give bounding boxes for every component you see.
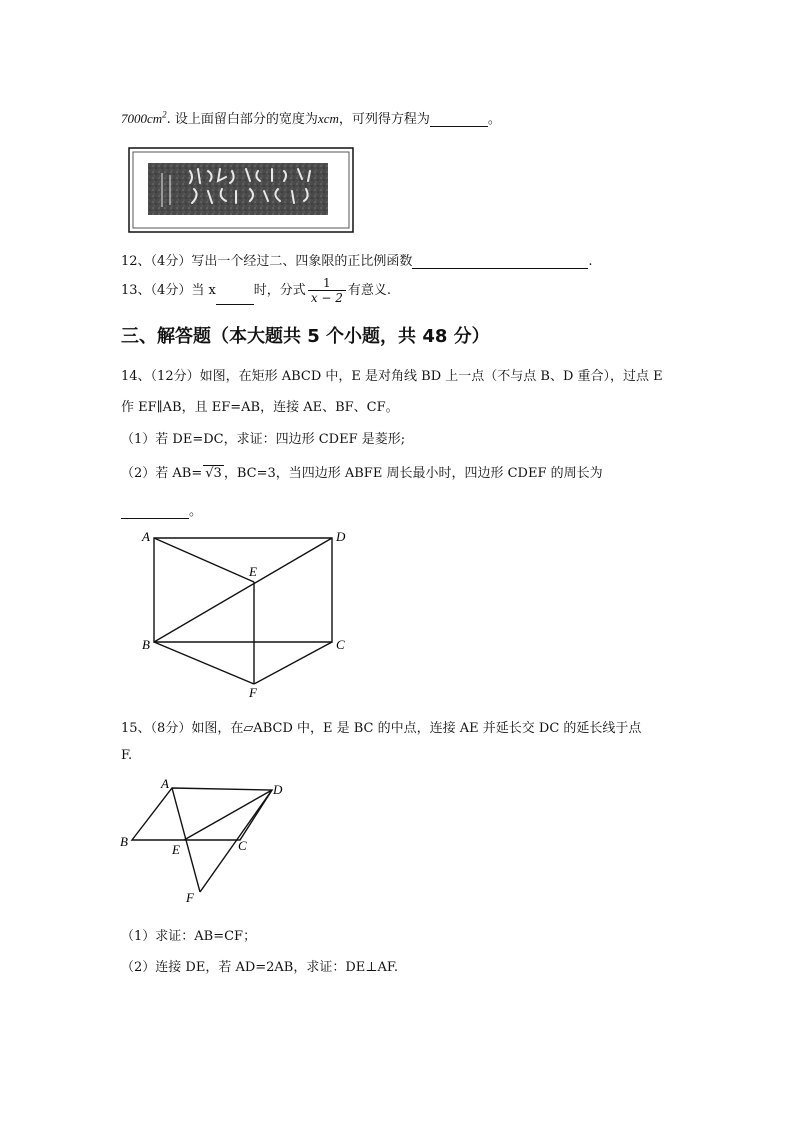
label-F: F <box>186 890 194 905</box>
q15-line2: F. <box>121 748 133 763</box>
q13-answer-blank[interactable] <box>216 290 254 305</box>
q15-parallelogram-figure <box>116 776 286 906</box>
q14-line1: 14、（12分）如图，在矩形 ABCD 中，E 是对角线 BD 上一点（不与点 B、D 重合），过点 E <box>121 369 663 384</box>
q12-text: 写出一个经过二、四象限的正比例函数 <box>191 254 413 269</box>
q13-text-a: 当 x <box>191 283 216 298</box>
q14-part1: （1）若 DE=DC，求证：四边形 CDEF 是菱形; <box>121 432 406 447</box>
label-C: C <box>336 637 345 652</box>
label-E: E <box>249 564 257 579</box>
q14-answer-blank[interactable] <box>121 504 189 519</box>
q11-text-b: ，可列得方程为 <box>338 112 430 127</box>
q14-line2: 作 EF∥AB，且 EF=AB，连接 AE、BF、CF。 <box>121 400 399 415</box>
q11-answer-blank[interactable] <box>430 112 488 127</box>
label-C: C <box>238 838 247 853</box>
section-3-heading: 三、解答题（本大题共 5 个小题，共 48 分） <box>121 326 490 347</box>
q12-number: 12、（4分） <box>121 254 192 269</box>
q14-answer-line: 。 <box>121 500 202 519</box>
label-E: E <box>172 842 180 857</box>
q11-equation-line: $7000cm^2$. 设上面留白部分的宽度为xcm，可列得方程为 。 <box>121 109 501 127</box>
label-A: A <box>161 776 169 791</box>
area-value: $7000cm^2$ <box>121 109 167 126</box>
q12-line: 12、（4分）写出一个经过二、四象限的正比例函数 . <box>121 254 593 269</box>
q13-text-b: 时，分式 <box>253 283 306 298</box>
q14-part2: （2）若 AB= √3 ，BC=3，当四边形 ABFE 周长最小时，四边形 CDEF 的周长为 <box>121 466 603 481</box>
q15-part1: （1）求证：AB=CF； <box>121 929 257 944</box>
q15-line1: 15、（8分）如图，在▱ABCD 中，E 是 BC 的中点，连接 AE 并延长交 DC 的延长线于点 <box>121 721 642 736</box>
sqrt-3: √3 <box>205 466 222 481</box>
label-D: D <box>336 529 346 544</box>
label-B: B <box>120 834 128 849</box>
q13-text-c: 有意义. <box>347 283 392 298</box>
q13-number: 13、（4分） <box>121 283 192 298</box>
label-A: A <box>142 529 150 544</box>
label-B: B <box>142 637 150 652</box>
label-D: D <box>273 782 283 797</box>
q12-answer-blank[interactable] <box>412 254 588 269</box>
q13-line <box>121 276 391 305</box>
q14-rectangle-figure <box>138 526 358 702</box>
q15-part2: （2）连接 DE，若 AD=2AB，求证：DE⊥AF. <box>121 960 399 975</box>
label-F: F <box>249 685 257 700</box>
calligraphy-scroll-figure <box>128 147 354 233</box>
q11-text-a: . 设上面留白部分的宽度为 <box>166 112 318 127</box>
q13-fraction: $\frac{1}{x - 2}$ <box>308 276 346 305</box>
q11-var: xcm <box>317 111 339 126</box>
